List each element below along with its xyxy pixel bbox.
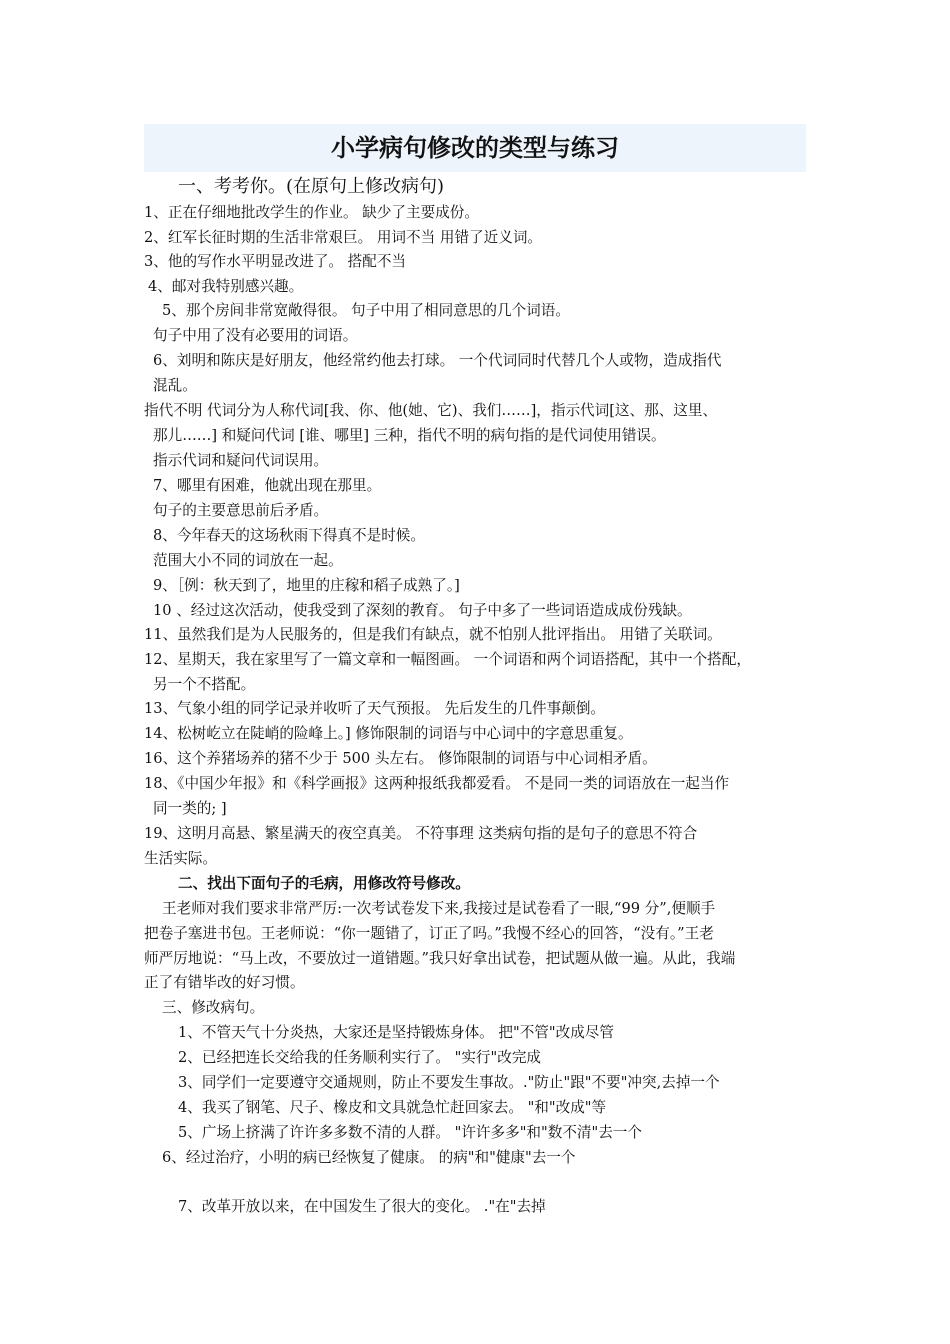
section-2-heading: 二、找出下面句子的毛病，用修改符号修改。 (178, 875, 470, 892)
text-line: 7、改革开放以来，在中国发生了很大的变化。 ."在"去掉 (178, 1198, 546, 1215)
text-line: 18、《中国少年报》和《科学画报》这两种报纸我都爱看。 不是同一类的词语放在一起当作 (144, 775, 730, 792)
section-1-heading: 一、考考你。(在原句上修改病句) (178, 176, 445, 197)
text-line: 8、今年春天的这场秋雨下得真不是时候。 (153, 527, 425, 544)
text-line: 2、已经把连长交给我的任务顺利实行了。 "实行"改完成 (178, 1049, 542, 1066)
paragraph-line: 正了有错毕改的好习惯。 (144, 974, 305, 991)
text-line: 9、［例：秋天到了，地里的庄稼和稻子成熟了。] (153, 577, 460, 594)
text-line: 句子的主要意思前后矛盾。 (153, 502, 329, 519)
text-line: 5、广场上挤满了许许多多数不清的人群。 "许许多多"和"数不清"去一个 (178, 1124, 642, 1141)
text-line: 14、松树屹立在陡峭的险峰上。] 修饰限制的词语与中心词中的字意思重复。 (144, 725, 633, 742)
text-line: 5、那个房间非常宽敞得很。 句子中用了相同意思的几个词语。 (162, 302, 570, 319)
text-line: 16、这个养猪场养的猪不少于 500 头左右。 修饰限制的词语与中心词相矛盾。 (144, 750, 657, 767)
text-line: 3、同学们一定要遵守交通规则，防止不要发生事故。."防止"跟"不要"冲突,去掉一个 (178, 1074, 720, 1091)
text-line: 10 、经过这次活动，使我受到了深刻的教育。 句子中多了一些词语造成成份残缺。 (153, 602, 692, 619)
text-line: 4、我买了钢笔、尺子、橡皮和文具就急忙赶回家去。 "和"改成"等 (178, 1099, 607, 1116)
text-line: 那儿……] 和疑问代词 [谁、哪里] 三种，指代不明的病句指的是代词使用错误。 (153, 427, 666, 444)
text-line: 指代不明 代词分为人称代词[我、你、他(她、它)、我们……]，指示代词[这、那、这里、 (144, 402, 718, 419)
text-line: 1、正在仔细地批改学生的作业。 缺少了主要成份。 (144, 204, 479, 221)
text-line: 范围大小不同的词放在一起。 (153, 552, 343, 569)
text-line: 生活实际。 (144, 850, 217, 867)
document-title: 小学病句修改的类型与练习 (331, 134, 619, 162)
text-line: 11、虽然我们是为人民服务的，但是我们有缺点，就不怕别人批评指出。 用错了关联词。 (144, 626, 722, 643)
text-line: 句子中用了没有必要用的词语。 (153, 327, 358, 344)
text-line: 12、星期天，我在家里写了一篇文章和一幅图画。 一个词语和两个词语搭配，其中一个搭配， (144, 651, 751, 668)
text-line: 4、邮对我特别感兴趣。 (148, 278, 304, 295)
text-line: 1、不管天气十分炎热，大家还是坚持锻炼身体。 把"不管"改成尽管 (178, 1024, 614, 1041)
text-line: 混乱。 (153, 377, 197, 394)
text-line: 6、经过治疗，小明的病已经恢复了健康。 的病"和"健康"去一个 (162, 1149, 576, 1166)
text-line: 指示代词和疑问代词误用。 (153, 452, 329, 469)
paragraph-line: 师严厉地说：“马上改，不要放过一道错题。”我只好拿出试卷，把试题从做一遍。从此，我端 (144, 950, 736, 967)
text-line: 7、哪里有困难，他就出现在那里。 (153, 477, 382, 494)
text-line: 6、刘明和陈庆是好朋友，他经常约他去打球。 一个代词同时代替几个人或物，造成指代 (153, 352, 722, 369)
paragraph-line: 把卷子塞进书包。王老师说：“你一题错了，订正了吗。”我慢不经心的回答，“没有。”王老 (144, 925, 714, 942)
paragraph-line: 王老师对我们要求非常严厉:一次考试卷发下来,我接过是试卷看了一眼,“99 分”,便顺手 (162, 900, 716, 917)
text-line: 另一个不搭配。 (153, 676, 256, 693)
text-line: 13、气象小组的同学记录并收听了天气预报。 先后发生的几件事颠倒。 (144, 700, 606, 717)
text-line: 3、他的写作水平明显改进了。 搭配不当 (144, 253, 407, 270)
text-line: 2、红军长征时期的生活非常艰巨。 用词不当 用错了近义词。 (144, 229, 543, 246)
text-line: 19、这明月高悬、繁星满天的夜空真美。 不符事理 这类病句指的是句子的意思不符合 (144, 825, 698, 842)
section-3-heading: 三、修改病句。 (162, 999, 265, 1016)
text-line: 同一类的; ] (153, 800, 227, 817)
